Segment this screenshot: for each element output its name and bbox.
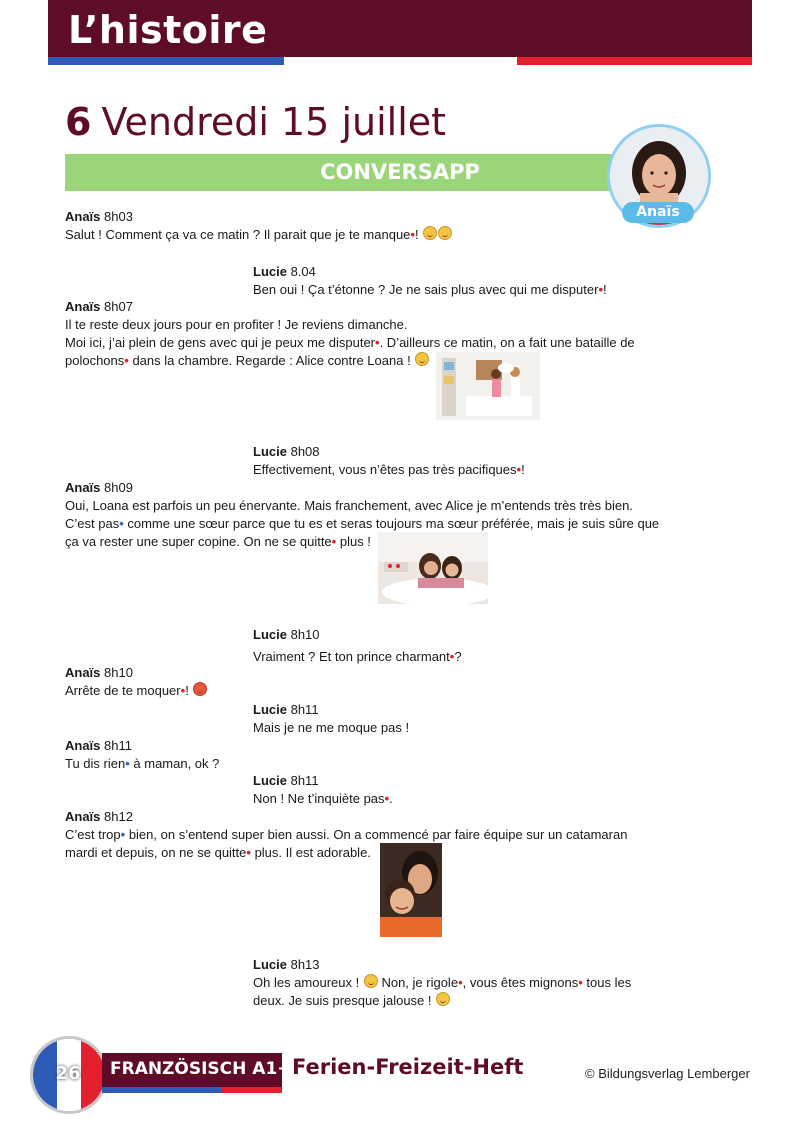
message-sender: Anaïs	[65, 665, 101, 680]
message-sender: Anaïs	[65, 809, 101, 824]
message-text: Ben oui ! Ça t’étonne ? Je ne sais plus avec qui me disputer	[253, 282, 599, 297]
angry-emoji-icon	[193, 682, 207, 696]
message-text: Il te reste deux jours pour en profiter ! Je reviens dimanche.	[65, 317, 408, 332]
chat-message: Anaïs 8h10 Arrête de te moquer•!	[65, 664, 675, 700]
laughing-emoji-icon	[415, 352, 429, 366]
message-text: Non ! Ne t’inquiète pas	[253, 791, 385, 806]
message-time: 8h10	[104, 665, 133, 680]
avatar-name-badge: Anaïs	[622, 202, 694, 223]
message-text: Vraiment ? Et ton prince charmant	[253, 649, 450, 664]
chat-message: Anaïs 8h09 Oui, Loana est parfois un peu énervante. Mais franchement, avec Alice je m’entends très très bien. C’est pas• comme une sœur parce que tu es et seras toujours ma sœur préférée, mais je suis sûre que ça va rester une super copine. On ne se quitte• plus !	[65, 479, 675, 551]
header-stripe-red	[517, 57, 752, 65]
photo-boy-and-girl	[380, 843, 442, 937]
header-stripe-blue	[48, 57, 284, 65]
message-text: Mais je ne me moque pas !	[253, 720, 410, 735]
chat-message: Lucie 8h11 Non ! Ne t’inquiète pas•.	[253, 773, 393, 806]
photo-pillow-fight	[436, 352, 540, 420]
grinning-emoji-icon	[438, 226, 452, 240]
message-time: 8h07	[104, 299, 133, 314]
laughing-emoji-icon	[364, 974, 378, 988]
chat-message: Anaïs 8h07 Il te reste deux jours pour en profiter ! Je reviens dimanche. Moi ici, j’ai plein de gens avec qui je peux me disputer•. D’ailleurs ce matin, on a fait une bataille de polochons• dans la chambre. Regarde : Alice contre Loana !	[65, 298, 675, 370]
message-time: 8h03	[104, 209, 133, 224]
message-time: 8h08	[290, 444, 320, 459]
footer-publisher: © Bildungsverlag Lemberger	[585, 1066, 750, 1081]
day-number: 6	[65, 100, 92, 144]
message-time: 8h13	[290, 957, 320, 972]
chat-message: Anaïs 8h11 Tu dis rien• à maman, ok ?	[65, 738, 220, 771]
message-time: 8h09	[104, 480, 133, 495]
message-time: 8h10	[290, 627, 320, 642]
message-time: 8h12	[104, 809, 133, 824]
photo-two-girls	[378, 532, 488, 604]
message-sender: Lucie	[253, 702, 287, 717]
app-bar	[65, 154, 655, 191]
chat-message: Lucie 8.04 Ben oui ! Ça t’étonne ? Je ne sais plus avec qui me disputer•!	[253, 264, 607, 297]
message-text: Effectivement, vous n’êtes pas très pacifiques	[253, 462, 517, 477]
message-sender: Lucie	[253, 444, 287, 459]
app-name: CONVERSAPP	[320, 160, 480, 184]
chat-message: Lucie 8h10 Vraiment ? Et ton prince charmant•?	[253, 627, 462, 664]
footer-stripe-red	[222, 1087, 282, 1093]
message-time: 8h11	[290, 702, 319, 717]
hugging-emoji-icon	[436, 992, 450, 1006]
message-text: Oh les amoureux !	[253, 975, 360, 990]
message-sender: Anaïs	[65, 738, 101, 753]
message-sender: Lucie	[253, 773, 287, 788]
day-date: Vendredi 15 juillet	[101, 100, 447, 144]
footer-book-title: Ferien-Freizeit-Heft	[292, 1055, 524, 1079]
chat-message	[253, 701, 673, 737]
message-sender: Anaïs	[65, 209, 101, 224]
message-sender: Anaïs	[65, 480, 101, 495]
message-sender: Lucie	[253, 264, 287, 279]
message-text: Oui, Loana est parfois un peu énervante. Mais franchement, avec Alice je m’entends très très bien.	[65, 498, 633, 513]
chat-message: Lucie 8h08 Effectivement, vous n’êtes pas très pacifiques•!	[253, 444, 525, 477]
message-text: C’est trop	[65, 827, 121, 842]
laughing-emoji-icon	[423, 226, 437, 240]
message-time: 8h11	[290, 773, 319, 788]
footer-level: FRANZÖSISCH A1+/A2	[110, 1059, 323, 1079]
message-text: Salut ! Comment ça va ce matin ? Il parait que je te manque	[65, 227, 411, 242]
message-sender: Lucie	[253, 627, 287, 642]
message-text: Arrête de te moquer	[65, 683, 181, 698]
chat-message: Anaïs 8h12 C’est trop• bien, on s’entend super bien aussi. On a commencé par faire équipe sur un catamaran mardi et depuis, on ne se quitte• plus. Il est adorable.	[65, 809, 628, 860]
day-title	[65, 100, 446, 144]
message-sender: Anaïs	[65, 299, 101, 314]
footer-stripe-blue	[102, 1087, 222, 1093]
message-text: Tu dis rien	[65, 756, 126, 771]
message-sender: Lucie	[253, 957, 287, 972]
message-time: 8.04	[290, 264, 316, 279]
chat-message: Anaïs 8h03 Salut ! Comment ça va ce matin ? Il parait que je te manque•!	[65, 208, 675, 244]
page-number: 26	[55, 1063, 81, 1084]
section-title: L’histoire	[68, 8, 268, 52]
chat-message: Lucie 8h13 Oh les amoureux ! Non, je rigole•, vous êtes mignons• tous les deux. Je suis presque jalouse !	[253, 957, 632, 1008]
message-time: 8h11	[104, 738, 132, 753]
